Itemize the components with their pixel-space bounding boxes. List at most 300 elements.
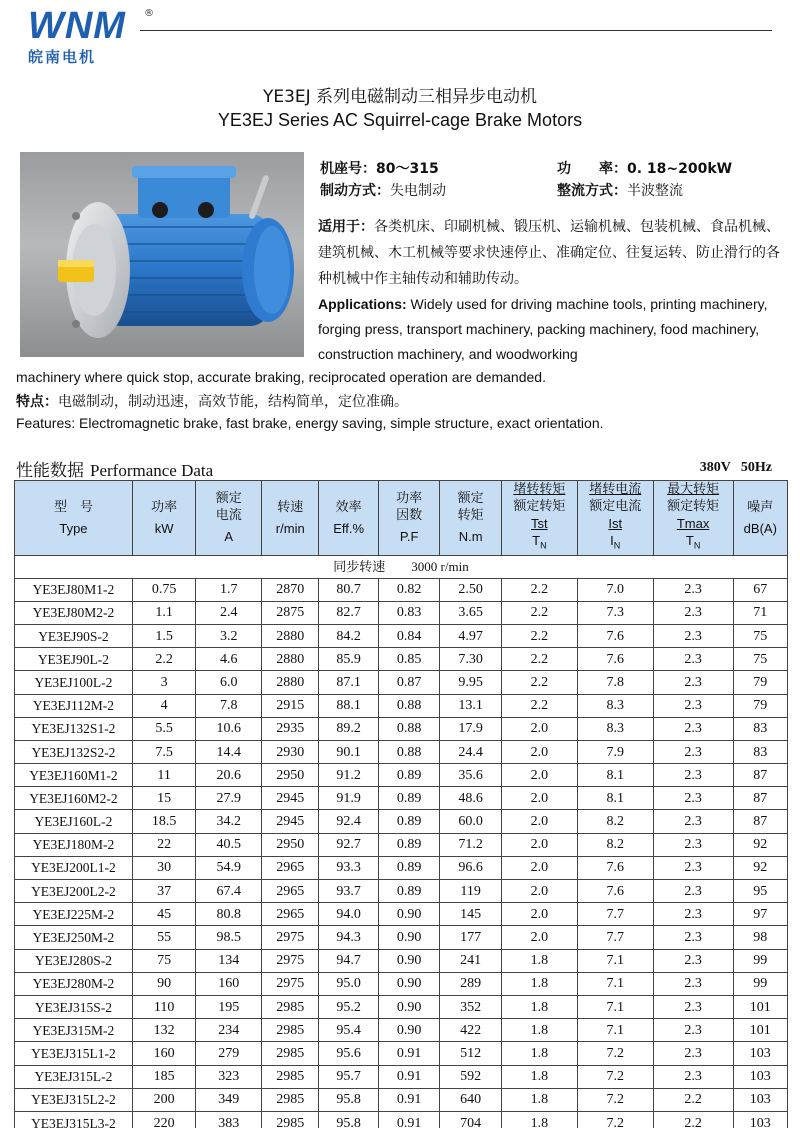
table-cell: 2.0 [501,717,577,740]
table-cell: 80.8 [196,903,262,926]
registered-mark: ® [144,8,154,19]
company-name: 皖南电机 [28,48,97,66]
table-row [15,903,788,926]
table-cell: 95.8 [319,1088,378,1111]
table-cell: 2965 [262,856,319,879]
table-cell: 2.3 [653,856,733,879]
header-en-top: Tst [531,516,548,531]
table-cell: 110 [132,995,196,1018]
table-cell: 24.4 [440,740,502,763]
header-cn: 功率 因数 [396,491,423,524]
table-cell: 7.7 [577,903,653,926]
table-cell: 2.2 [653,1088,733,1111]
motor-type-cell: YE3EJ80M1-2 [15,578,133,601]
header-en: kW [154,520,174,536]
table-cell: 83 [733,717,787,740]
table-cell: 0.89 [378,833,440,856]
table-cell: 95.7 [319,1065,378,1088]
table-cell: 91.9 [319,787,378,810]
logo-mark: WNM [28,5,126,47]
table-cell: 40.5 [196,833,262,856]
table-row [15,1019,788,1042]
table-cell: 1.1 [132,601,196,624]
table-cell: 704 [440,1111,502,1128]
motor-type-cell: YE3EJ80M2-2 [15,601,133,624]
table-cell: 323 [196,1065,262,1088]
table-cell: 22 [132,833,196,856]
table-cell: 93.7 [319,880,378,903]
column-header-7 [501,481,577,556]
table-cell: 103 [733,1088,787,1111]
table-cell: 84.2 [319,624,378,647]
table-cell: 94.7 [319,949,378,972]
table-cell: 60.0 [440,810,502,833]
table-cell: 2880 [262,671,319,694]
header-cn: 额定转矩 [667,499,720,514]
table-cell: 279 [196,1042,262,1065]
table-cell: 7.2 [577,1065,653,1088]
table-cell: 0.89 [378,880,440,903]
table-cell: 80.7 [319,578,378,601]
motor-type-cell: YE3EJ100L-2 [15,671,133,694]
applications-en-text: Widely used for driving machine tools, printing machinery, forging press, transport machinery, packing machinery, food machinery, construction machinery, and woodworking [318,296,768,362]
table-row [15,1111,788,1128]
features-cn-label: 特点： [16,394,58,410]
table-cell: 0.90 [378,949,440,972]
table-cell: 67 [733,578,787,601]
table-cell: 0.88 [378,717,440,740]
table-cell: 1.8 [501,995,577,1018]
table-cell: 2985 [262,1042,319,1065]
table-cell: 2.0 [501,764,577,787]
table-cell: 2.0 [501,740,577,763]
table-cell: 35.6 [440,764,502,787]
table-cell: 85.9 [319,648,378,671]
table-cell: 0.90 [378,903,440,926]
table-cell: 103 [733,1111,787,1128]
table-cell: 7.2 [577,1088,653,1111]
frame-spec [320,158,439,178]
column-header-4 [319,481,378,556]
table-cell: 91.2 [319,764,378,787]
brake-value: 失电制动 [390,183,446,199]
motor-type-cell: YE3EJ315L-2 [15,1065,133,1088]
header-en: dB(A) [743,520,777,536]
header-cn: 额定 电流 [215,491,242,524]
table-cell: 2.0 [501,810,577,833]
table-row [15,833,788,856]
header-cn: 噪声 [747,499,774,515]
table-cell: 7.1 [577,972,653,995]
table-row [15,787,788,810]
table-row [15,764,788,787]
table-cell: 30 [132,856,196,879]
frame-label: 机座号： [320,161,376,177]
table-cell: 1.7 [196,578,262,601]
table-cell: 2.3 [653,740,733,763]
table-cell: 95.2 [319,995,378,1018]
table-cell: 93.3 [319,856,378,879]
table-cell: 2965 [262,903,319,926]
header-en: Eff.% [333,520,365,536]
column-header-9 [653,481,733,556]
header-en: $I_N$ [610,533,621,551]
table-cell: 1.8 [501,1019,577,1042]
table-cell: 101 [733,1019,787,1042]
table-cell: 96.6 [440,856,502,879]
table-cell: 0.90 [378,1019,440,1042]
table-row [15,926,788,949]
header-en: r/min [275,520,305,536]
brake-spec [320,180,446,200]
table-cell: 0.89 [378,764,440,787]
table-cell: 0.87 [378,671,440,694]
header-en: $T_N$ [532,533,547,551]
table-cell: 7.30 [440,648,502,671]
table-row [15,949,788,972]
table-cell: 0.75 [132,578,196,601]
table-cell: 2.3 [653,903,733,926]
table-cell: 2985 [262,995,319,1018]
table-row [15,1065,788,1088]
table-cell: 79 [733,694,787,717]
motor-type-cell: YE3EJ315M-2 [15,1019,133,1042]
voltage: 380V [699,460,731,475]
table-cell: 7.3 [577,601,653,624]
table-cell: 71 [733,601,787,624]
table-cell: 7.6 [577,880,653,903]
features-en: Features: Electromagnetic brake, fast brake, energy saving, simple structure, exact orientation. [16,415,604,431]
table-cell: 2.3 [653,1019,733,1042]
motor-type-cell: YE3EJ160M2-2 [15,787,133,810]
motor-type-cell: YE3EJ132S1-2 [15,717,133,740]
table-cell: 0.88 [378,740,440,763]
table-cell: 90 [132,972,196,995]
table-cell: 2.3 [653,926,733,949]
table-cell: 7.5 [132,740,196,763]
table-cell: 7.9 [577,740,653,763]
motor-type-cell: YE3EJ315S-2 [15,995,133,1018]
table-cell: 95.0 [319,972,378,995]
table-cell: 75 [733,648,787,671]
table-cell: 7.7 [577,926,653,949]
motor-type-cell: YE3EJ200L2-2 [15,880,133,903]
table-cell: 92 [733,833,787,856]
table-cell: 0.89 [378,787,440,810]
table-cell: 8.1 [577,764,653,787]
header-cn: 额定转矩 [513,499,566,514]
column-header-10 [733,481,787,556]
table-cell: 95 [733,880,787,903]
table-cell: 220 [132,1111,196,1128]
table-cell: 422 [440,1019,502,1042]
motor-illustration [20,152,304,357]
table-cell: 2985 [262,1111,319,1128]
table-cell: 177 [440,926,502,949]
table-cell: 8.1 [577,787,653,810]
table-cell: 4 [132,694,196,717]
header-cn: 效率 [335,499,362,515]
table-cell: 383 [196,1111,262,1128]
table-cell: 6.0 [196,671,262,694]
table-cell: 13.1 [440,694,502,717]
table-cell: 87.1 [319,671,378,694]
table-header-row [15,481,788,556]
table-cell: 4.6 [196,648,262,671]
table-cell: 2.0 [501,926,577,949]
table-cell: 2.3 [653,810,733,833]
table-cell: 2975 [262,926,319,949]
table-cell: 195 [196,995,262,1018]
table-cell: 1.8 [501,972,577,995]
table-row [15,694,788,717]
table-row [15,740,788,763]
applications-en-continued: machinery where quick stop, accurate braking, reciprocated operation are demanded. [16,369,546,385]
table-cell: 11 [132,764,196,787]
header-en: P.F [399,529,419,545]
table-cell: 8.2 [577,810,653,833]
table-cell: 0.89 [378,810,440,833]
applications-en [318,292,780,367]
table-cell: 7.0 [577,578,653,601]
column-header-1 [132,481,196,556]
table-cell: 34.2 [196,810,262,833]
table-cell: 98 [733,926,787,949]
table-cell: 2.3 [653,995,733,1018]
motor-type-cell: YE3EJ90L-2 [15,648,133,671]
column-header-6 [440,481,502,556]
power-label: 功 率： [557,161,627,177]
performance-title-en: Performance Data [90,461,214,480]
table-cell: 2.3 [653,1042,733,1065]
table-cell: 0.88 [378,694,440,717]
table-cell: 2975 [262,949,319,972]
power-value: 0. 18~200kW [627,161,733,177]
column-header-8 [577,481,653,556]
motor-type-cell: YE3EJ280S-2 [15,949,133,972]
table-cell: 2.2 [501,624,577,647]
table-cell: 37 [132,880,196,903]
table-cell: 7.1 [577,1019,653,1042]
table-cell: 7.8 [577,671,653,694]
motor-type-cell: YE3EJ132S2-2 [15,740,133,763]
table-cell: 2.3 [653,601,733,624]
rect-label: 整流方式： [557,183,627,199]
features-cn [16,391,408,411]
table-cell: 1.8 [501,1042,577,1065]
table-cell: 7.6 [577,648,653,671]
table-cell: 2.2 [501,694,577,717]
table-cell: 90.1 [319,740,378,763]
table-cell: 0.82 [378,578,440,601]
table-cell: 92.4 [319,810,378,833]
table-cell: 94.0 [319,903,378,926]
table-cell: 2915 [262,694,319,717]
table-cell: 95.6 [319,1042,378,1065]
performance-table [14,480,788,1128]
table-cell: 101 [733,995,787,1018]
table-cell: 132 [132,1019,196,1042]
brake-label: 制动方式： [320,183,390,199]
table-cell: 79 [733,671,787,694]
table-row [15,856,788,879]
table-cell: 2935 [262,717,319,740]
table-cell: 75 [132,949,196,972]
table-cell: 8.2 [577,833,653,856]
header-cn: 转速 [277,499,304,515]
table-cell: 640 [440,1088,502,1111]
table-cell: 1.8 [501,949,577,972]
table-cell: 0.83 [378,601,440,624]
table-cell: 145 [440,903,502,926]
spec-row-frame-power [320,158,780,180]
table-cell: 2.3 [653,764,733,787]
table-cell: 0.91 [378,1088,440,1111]
applications-cn [318,214,780,292]
table-cell: 2945 [262,787,319,810]
table-row [15,810,788,833]
motor-type-cell: YE3EJ225M-2 [15,903,133,926]
table-cell: 2.3 [653,787,733,810]
header-cn-top: 堵转转矩 [513,482,566,497]
table-cell: 55 [132,926,196,949]
performance-title-cn: 性能数据 [16,461,84,481]
table-row [15,1042,788,1065]
motor-type-cell: YE3EJ200L1-2 [15,856,133,879]
table-row [15,601,788,624]
table-cell: 2.2 [501,671,577,694]
sync-speed-row [15,555,788,578]
motor-type-cell: YE3EJ315L3-2 [15,1111,133,1128]
table-cell: 7.1 [577,949,653,972]
table-cell: 0.90 [378,995,440,1018]
table-cell: 7.2 [577,1111,653,1128]
table-cell: 1.8 [501,1111,577,1128]
table-cell: 2870 [262,578,319,601]
table-cell: 7.8 [196,694,262,717]
table-cell: 18.5 [132,810,196,833]
table-cell: 71.2 [440,833,502,856]
table-cell: 241 [440,949,502,972]
table-cell: 2945 [262,810,319,833]
table-cell: 98.5 [196,926,262,949]
table-cell: 2985 [262,1019,319,1042]
table-cell: 134 [196,949,262,972]
table-cell: 82.7 [319,601,378,624]
table-cell: 0.90 [378,972,440,995]
table-cell: 99 [733,972,787,995]
table-cell: 54.9 [196,856,262,879]
table-cell: 5.5 [132,717,196,740]
table-cell: 2.2 [501,578,577,601]
table-cell: 200 [132,1088,196,1111]
table-cell: 87 [733,810,787,833]
header-en-top: Ist [608,516,623,531]
table-cell: 87 [733,764,787,787]
table-cell: 185 [132,1065,196,1088]
table-cell: 3.2 [196,624,262,647]
table-cell: 15 [132,787,196,810]
table-cell: 2.3 [653,694,733,717]
motor-type-cell: YE3EJ112M-2 [15,694,133,717]
table-cell: 2.2 [501,601,577,624]
applications-cn-text: 各类机床、印刷机械、锻压机、运输机械、包装机械、食品机械、建筑机械、木工机械等要求快速停止、准确定位、往复运转、防止滑行的各种机械中作主轴传动和辅助传动。 [318,219,780,287]
table-cell: 2.0 [501,787,577,810]
table-cell: 10.6 [196,717,262,740]
header-en-top: Tmax [676,516,710,531]
table-cell: 2.3 [653,880,733,903]
table-cell: 87 [733,787,787,810]
table-cell: 0.91 [378,1042,440,1065]
table-cell: 2950 [262,833,319,856]
table-cell: 1.8 [501,1088,577,1111]
table-cell: 2.3 [653,1065,733,1088]
table-cell: 95.4 [319,1019,378,1042]
table-cell: 89.2 [319,717,378,740]
applications-en-label: Applications: [318,296,407,312]
table-cell: 92 [733,856,787,879]
motor-type-cell: YE3EJ250M-2 [15,926,133,949]
rect-spec [557,180,683,200]
table-cell: 94.3 [319,926,378,949]
table-cell: 8.3 [577,717,653,740]
table-cell: 512 [440,1042,502,1065]
table-cell: 2.2 [132,648,196,671]
column-header-3 [262,481,319,556]
frequency: 50Hz [740,460,772,475]
frame-value: 80～315 [376,161,439,177]
table-cell: 2.2 [501,648,577,671]
motor-type-cell: YE3EJ315L1-2 [15,1042,133,1065]
table-cell: 0.84 [378,624,440,647]
table-cell: 0.89 [378,856,440,879]
sync-speed: 同步转速 3000 r/min [15,555,788,578]
header-cn: 额定电流 [589,499,642,514]
table-cell: 160 [132,1042,196,1065]
table-cell: 92.7 [319,833,378,856]
column-header-2 [196,481,262,556]
table-cell: 2.3 [653,624,733,647]
table-row [15,1088,788,1111]
column-header-5 [378,481,440,556]
table-cell: 2.0 [501,833,577,856]
table-cell: 83 [733,740,787,763]
title-en: YE3EJ Series AC Squirrel-cage Brake Motors [217,110,583,130]
table-cell: 99 [733,949,787,972]
table-cell: 0.91 [378,1065,440,1088]
table-cell: 1.5 [132,624,196,647]
table-cell: 349 [196,1088,262,1111]
motor-photo [20,152,304,357]
performance-title [16,456,213,481]
table-cell: 1.8 [501,1065,577,1088]
table-cell: 2.0 [501,856,577,879]
table-cell: 0.90 [378,926,440,949]
table-cell: 48.6 [440,787,502,810]
power-spec [557,158,732,178]
spec-row-brake-rect [320,180,780,202]
features-cn-text: 电磁制动，制动迅速，高效节能，结构简单，定位准确。 [58,394,408,410]
motor-type-cell: YE3EJ180M-2 [15,833,133,856]
table-row [15,578,788,601]
table-cell: 160 [196,972,262,995]
table-cell: 2.3 [653,648,733,671]
table-cell: 7.1 [577,995,653,1018]
table-row [15,995,788,1018]
table-cell: 119 [440,880,502,903]
title-cn: YE3EJ 系列电磁制动三相异步电动机 [262,87,538,107]
table-cell: 2975 [262,972,319,995]
